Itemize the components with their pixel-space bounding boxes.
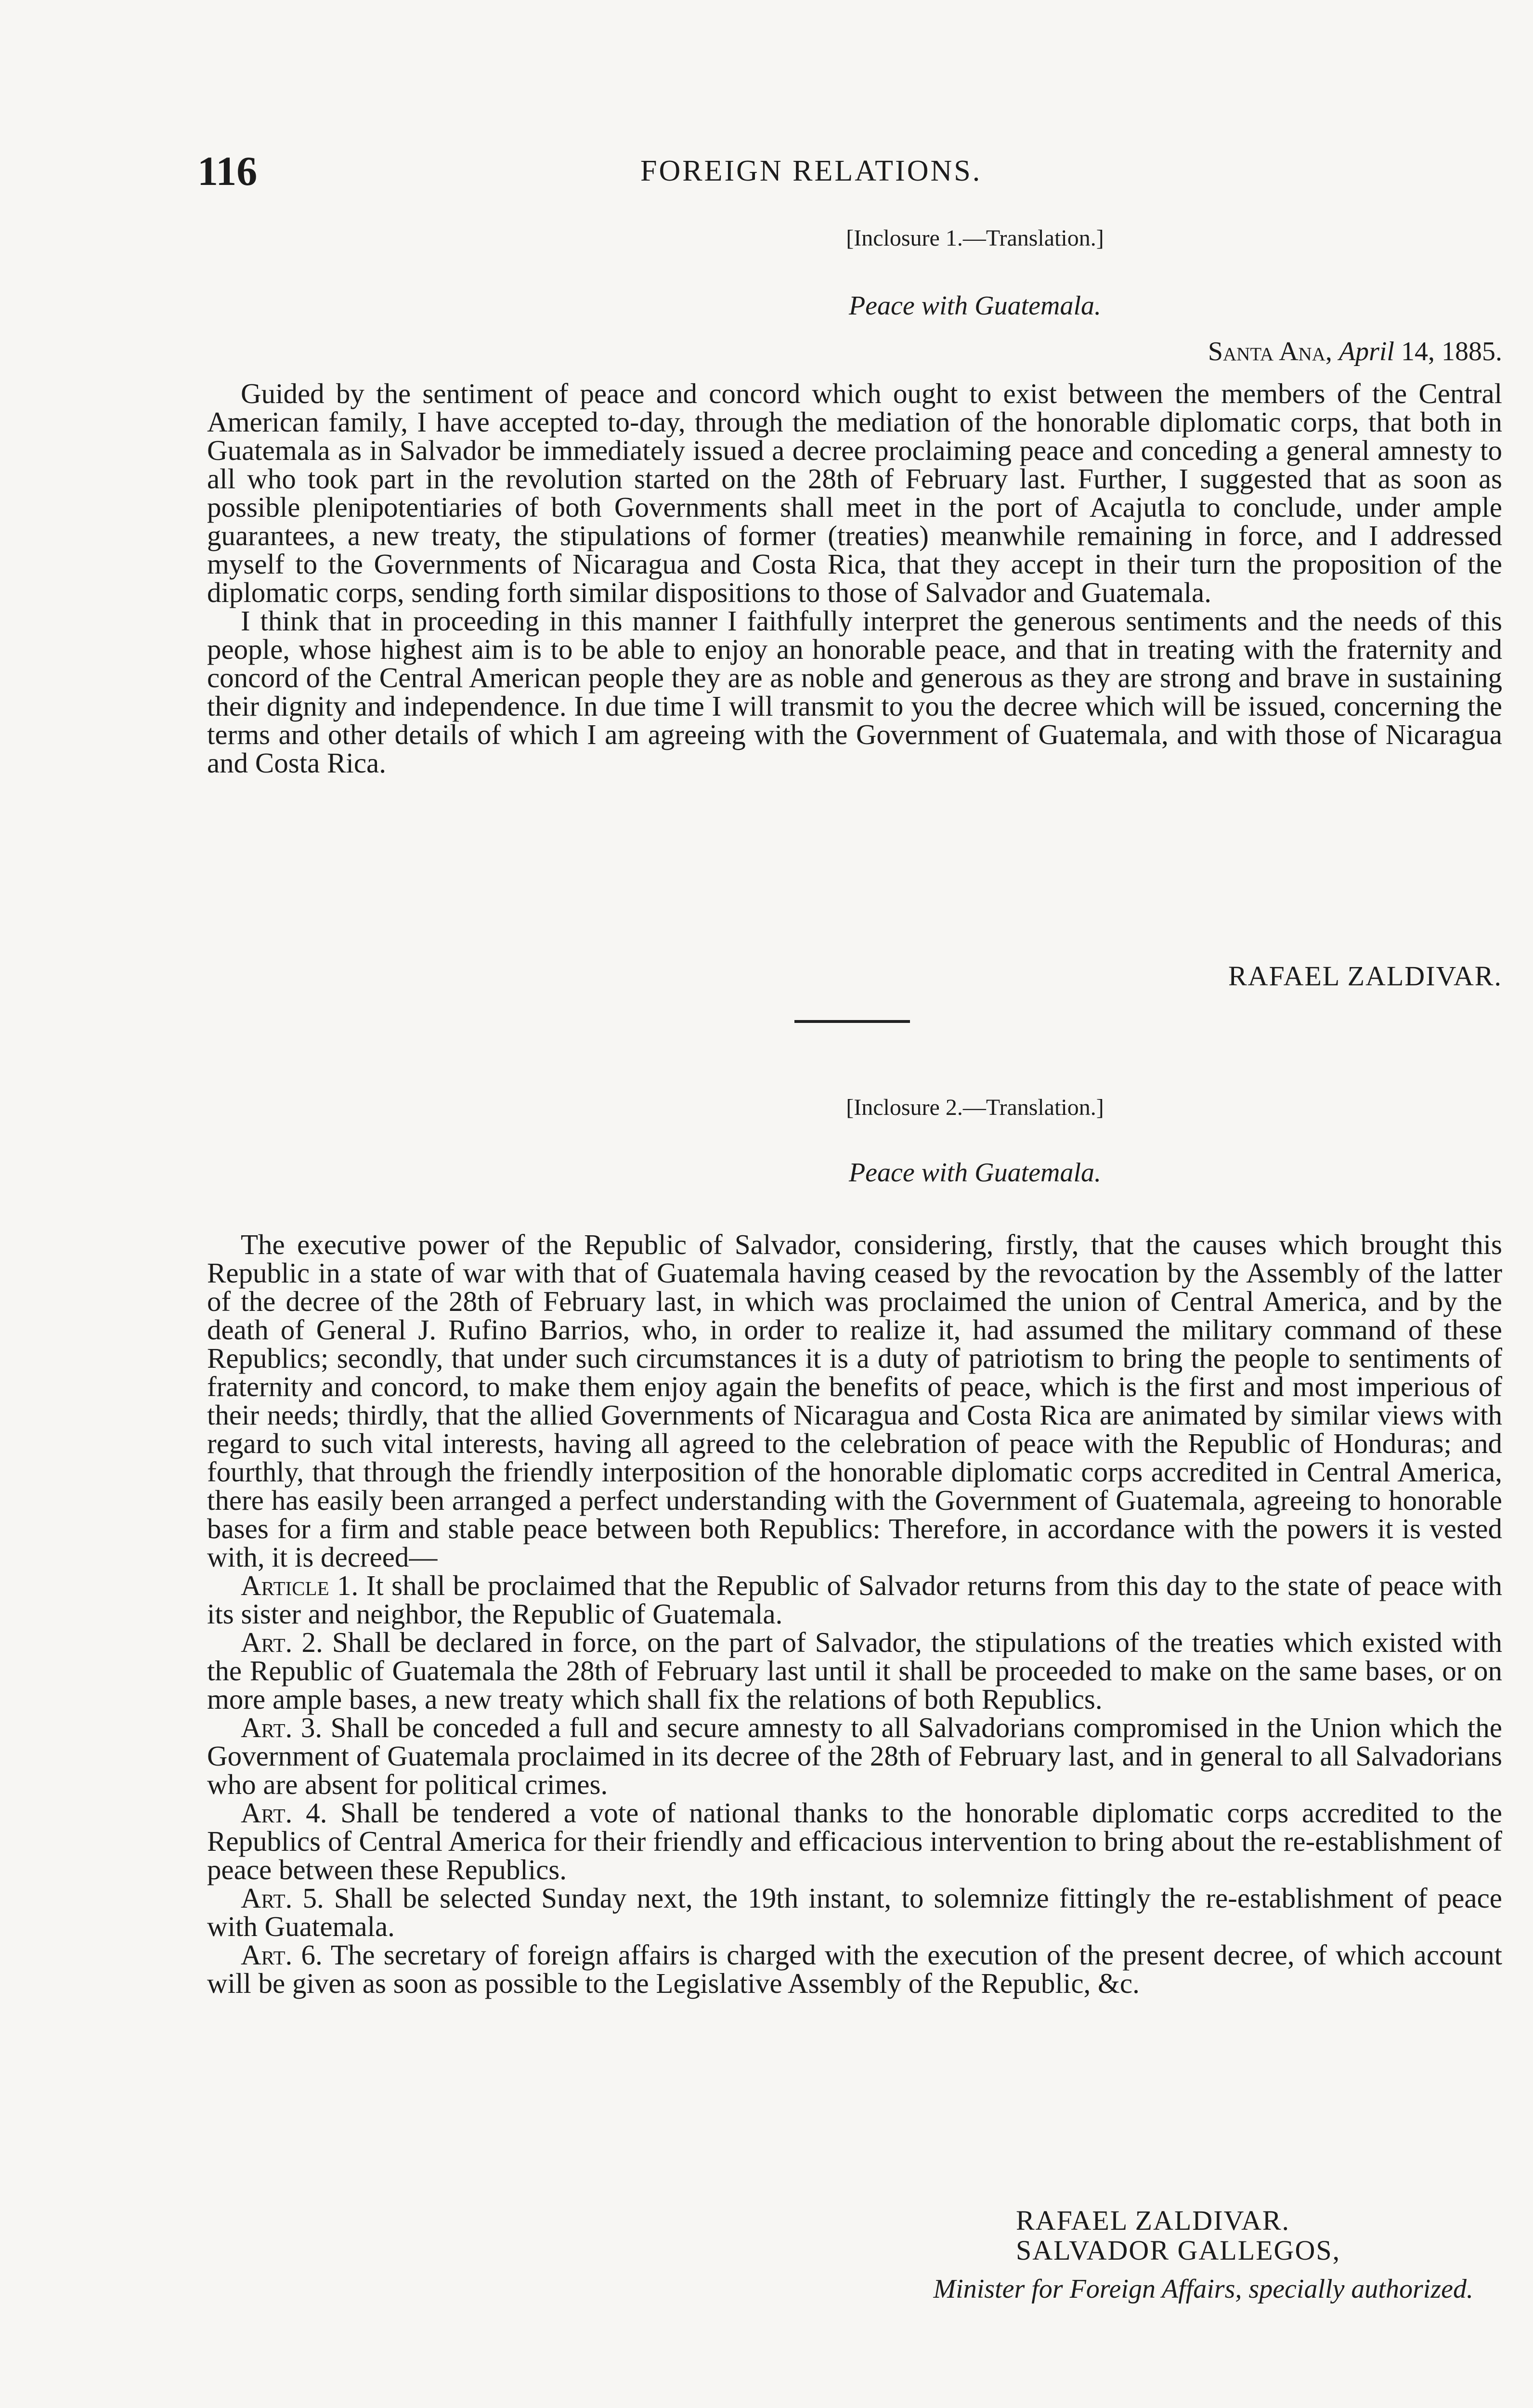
page-number: 116 bbox=[197, 148, 258, 194]
decree-article-2: Art. 2. Shall be declared in force, on the part of Salvador, the stipulations of the treaties which existed with the Republic of Guatemala the 28th of February last until it shall be proceeded to make on the same bases, or on more ample bases, a new treaty which shall fix the relations of both Republics. bbox=[207, 1626, 1502, 1715]
decree-article-5: Art. 5. Shall be selected Sunday next, the 19th instant, to solemnize fittingly the re-establishment of peace with Guatemala. bbox=[207, 1882, 1502, 1942]
date-month: April bbox=[1338, 337, 1394, 366]
page-header bbox=[197, 144, 1493, 197]
inclosure-1-signature: RAFAEL ZALDIVAR. bbox=[1228, 960, 1502, 992]
decree-article-4: Art. 4. Shall be tendered a vote of national thanks to the honorable diplomatic corps accredited to the Republics of Central America for their friendly and efficacious intervention to bring about the re-establishment of peace between these Republics. bbox=[207, 1797, 1502, 1885]
inclosure-1-paragraph: Guided by the sentiment of peace and concord which ought to exist between the members of the Central American family, I have accepted to-day, through the mediation of the honorable diplomatic corps, that both in Guatemala as in Salvador be immediately issued a decree proclaiming peace and conceding a general amnesty to all who took part in the revolution started on the 28th of February last. Further, I suggested that as soon as possible plenipotentiaries of both Governments shall meet in the port of Acajutla to conclude, under ample guarantees, a new treaty, the stipulations of former (treaties) meanwhile remaining in force, and I addressed myself to the Governments of Nicaragua and Costa Rica, that they accept in their turn the proposition of the diplomatic corps, sending forth similar dispositions to those of Salvador and Guatemala. bbox=[207, 378, 1502, 608]
inclosure-2-label: [Inclosure 2.—Translation.] bbox=[846, 1095, 1104, 1120]
inclosure-1-label: [Inclosure 1.—Translation.] bbox=[846, 225, 1104, 251]
signature-gallegos: SALVADOR GALLEGOS, bbox=[1016, 2235, 1341, 2266]
decree-article-6: Art. 6. The secretary of foreign affairs is charged with the execution of the present decree, of which account will be given as soon as possible to the Legislative Assembly of the Republic, &c. bbox=[207, 1939, 1502, 1999]
section-divider bbox=[794, 1020, 910, 1023]
inclosure-1-body bbox=[207, 380, 1502, 777]
inclosure-1-dateline bbox=[207, 335, 1502, 368]
inclosure-2-signatures bbox=[1016, 2206, 1497, 2265]
decree-preamble: The executive power of the Republic of Salvador, considering, firstly, that the causes which brought this Republic in a state of war with that of Guatemala having ceased by the revocation by the Assembly of the latter of the decree of the 28th of February last, in which was proclaimed the union of Central America, and by the death of General J. Rufino Barrios, who, in order to realize it, had assumed the military command of these Republics; secondly, that under such circumstances it is a duty of patriotism to bring the people to sentiments of fraternity and concord, to make them enjoy again the benefits of peace, which is the first and most imperious of their needs; thirdly, that the allied Governments of Nicaragua and Costa Rica are animated by similar views with regard to such vital interests, having all agreed to the celebration of peace with the Republic of Honduras; and fourthly, that through the friendly interposition of the honorable diplomatic corps accredited in Central America, there has easily been arranged a perfect understanding with the Government of Guatemala, agreeing to honorable bases for a firm and stable peace between both Republics: Therefore, in accordance with the powers it is vested with, it is decreed— bbox=[207, 1229, 1502, 1573]
inclosure-1-title: Peace with Guatemala. bbox=[848, 291, 1102, 321]
signature-zaldivar: RAFAEL ZALDIVAR. bbox=[1016, 2205, 1290, 2236]
decree-article-1: Article 1. It shall be proclaimed that the Republic of Salvador returns from this day to the state of peace with its sister and neighbor, the Republic of Guatemala. bbox=[207, 1570, 1502, 1630]
inclosure-1-paragraph: I think that in proceeding in this manner I faithfully interpret the generous sentiments and the needs of this people, whose highest aim is to be able to enjoy an honorable peace, and that in treating with the fraternity and concord of the Central American people they are as noble and generous as they are strong and brave in sustaining their dignity and independence. In due time I will transmit to you the decree which will be issued, concerning the terms and other details of which I am agreeing with the Government of Guatemala, and with those of Nicaragua and Costa Rica. bbox=[207, 605, 1502, 779]
date-rest: 14, 1885. bbox=[1401, 337, 1502, 366]
running-head: FOREIGN RELATIONS. bbox=[640, 155, 982, 187]
decree-article-3: Art. 3. Shall be conceded a full and secure amnesty to all Salvadorians compromised in the Union which the Government of Guatemala proclaimed in its decree of the 28th of February last, and in general to all Salvadorians who are absent for political crimes. bbox=[207, 1712, 1502, 1800]
minister-title: Minister for Foreign Affairs, specially authorized. bbox=[933, 2274, 1473, 2304]
date-place: Santa Ana, bbox=[1208, 337, 1332, 366]
inclosure-2-body bbox=[207, 1230, 1502, 1998]
inclosure-2-title: Peace with Guatemala. bbox=[848, 1158, 1102, 1188]
